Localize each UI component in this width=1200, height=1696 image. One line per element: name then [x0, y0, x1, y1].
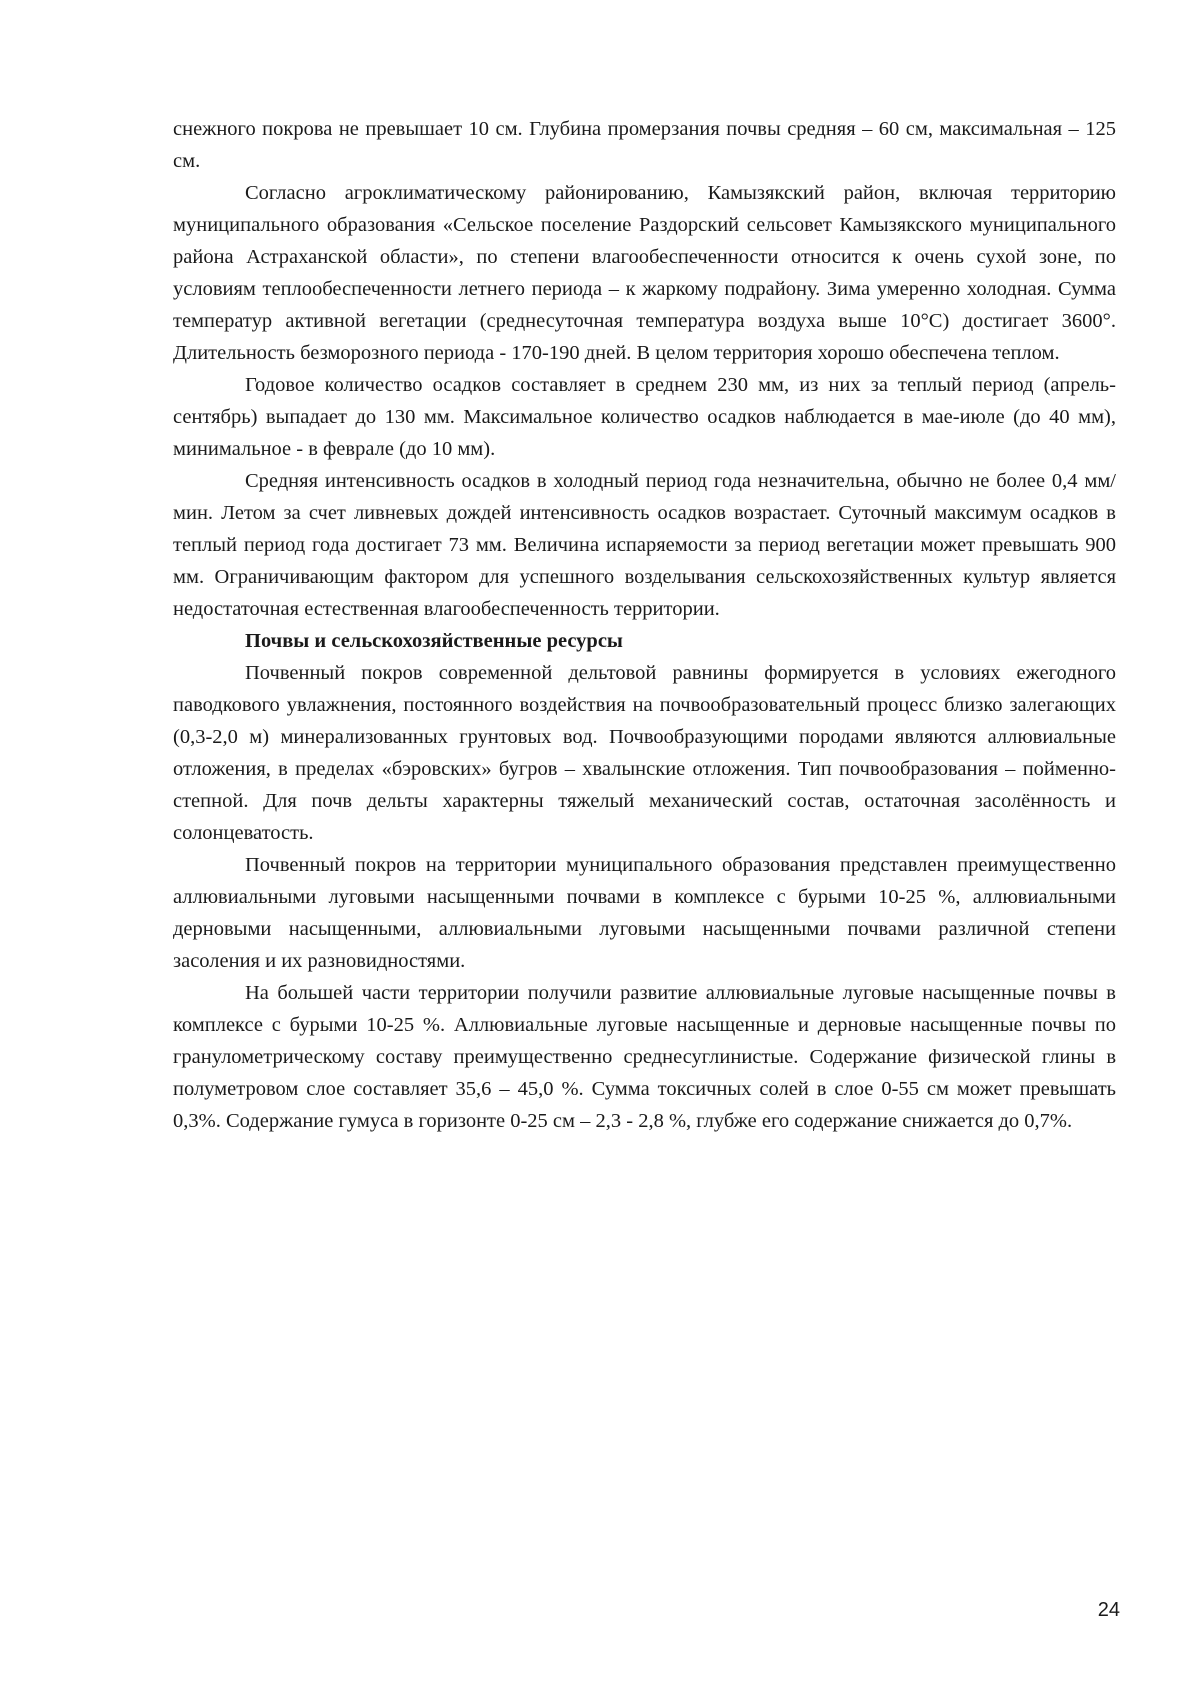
paragraph-snow-cover: снежного покрова не превышает 10 см. Глубина промерзания почвы средняя – 60 см, максимальная – 125 см. [173, 118, 1116, 172]
paragraph-soil-composition: На большей части территории получили развитие аллювиальные луговые насыщенные почвы в комплексе с бурыми 10-25 %. Аллювиальные луговые насыщенные и дерновые насыщенные почвы по гранулометрическому составу преимущественно среднесуглинистые. Содержание физической глины в полуметровом слое составляет 35,6 – 45,0 %. Сумма токсичных солей в слое 0-55 см может превышать 0,3%. Содержание гумуса в горизонте 0-25 см – 2,3 - 2,8 %, глубже его содержание снижается до 0,7%. [173, 982, 1116, 1132]
paragraph-agroclimate: Согласно агроклиматическому районированию, Камызякский район, включая территорию муниципального образования «Сельское поселение Раздорский сельсовет Камызякского муниципального района Астраханской области», по степени влагообеспеченности относится к очень сухой зоне, по условиям теплообеспеченности летнего периода – к жаркому подрайону. Зима умеренно холодная. Сумма температур активной вегетации (среднесуточная температура воздуха выше 10°С) достигает 3600°. Длительность безморозного периода - 170-190 дней. В целом территория хорошо обеспечена теплом. [173, 182, 1116, 364]
page-number: 24 [1097, 1599, 1120, 1621]
paragraph-soil-cover: Почвенный покров на территории муниципального образования представлен преимущественно аллювиальными луговыми насыщенными почвами в комплексе с бурыми 10-25 %, аллювиальными дерновыми насыщенными, аллювиальными луговыми насыщенными почвами различной степени засоления и их разновидностями. [173, 854, 1116, 972]
section-heading: Почвы и сельскохозяйственные ресурсы [245, 630, 623, 652]
paragraph-annual-precipitation: Годовое количество осадков составляет в среднем 230 мм, из них за теплый период (апрель-сентябрь) выпадает до 130 мм. Максимальное количество осадков наблюдается в мае-июле (до 40 мм), минимальное - в феврале (до 10 мм). [173, 374, 1116, 460]
paragraph-soil-formation: Почвенный покров современной дельтовой равнины формируется в условиях ежегодного паводкового увлажнения, постоянного воздействия на почвообразовательный процесс близко залегающих (0,3-2,0 м) минерализованных грунтовых вод. Почвообразующими породами являются аллювиальные отложения, в пределах «бэровских» бугров – хвалынские отложения. Тип почвообразования – пойменно-степной. Для почв дельты характерны тяжелый механический состав, остаточная засолённость и солонцеватость. [173, 662, 1116, 844]
paragraph-precipitation-intensity: Средняя интенсивность осадков в холодный период года незначительна, обычно не более 0,4 мм/мин. Летом за счет ливневых дождей интенсивность осадков возрастает. Суточный максимум осадков в теплый период года достигает 73 мм. Величина испаряемости за период вегетации может превышать 900 мм. Ограничивающим фактором для успешного возделывания сельскохозяйственных культур является недостаточная естественная влагообеспеченность территории. [173, 470, 1116, 620]
page-body [173, 113, 1116, 1137]
